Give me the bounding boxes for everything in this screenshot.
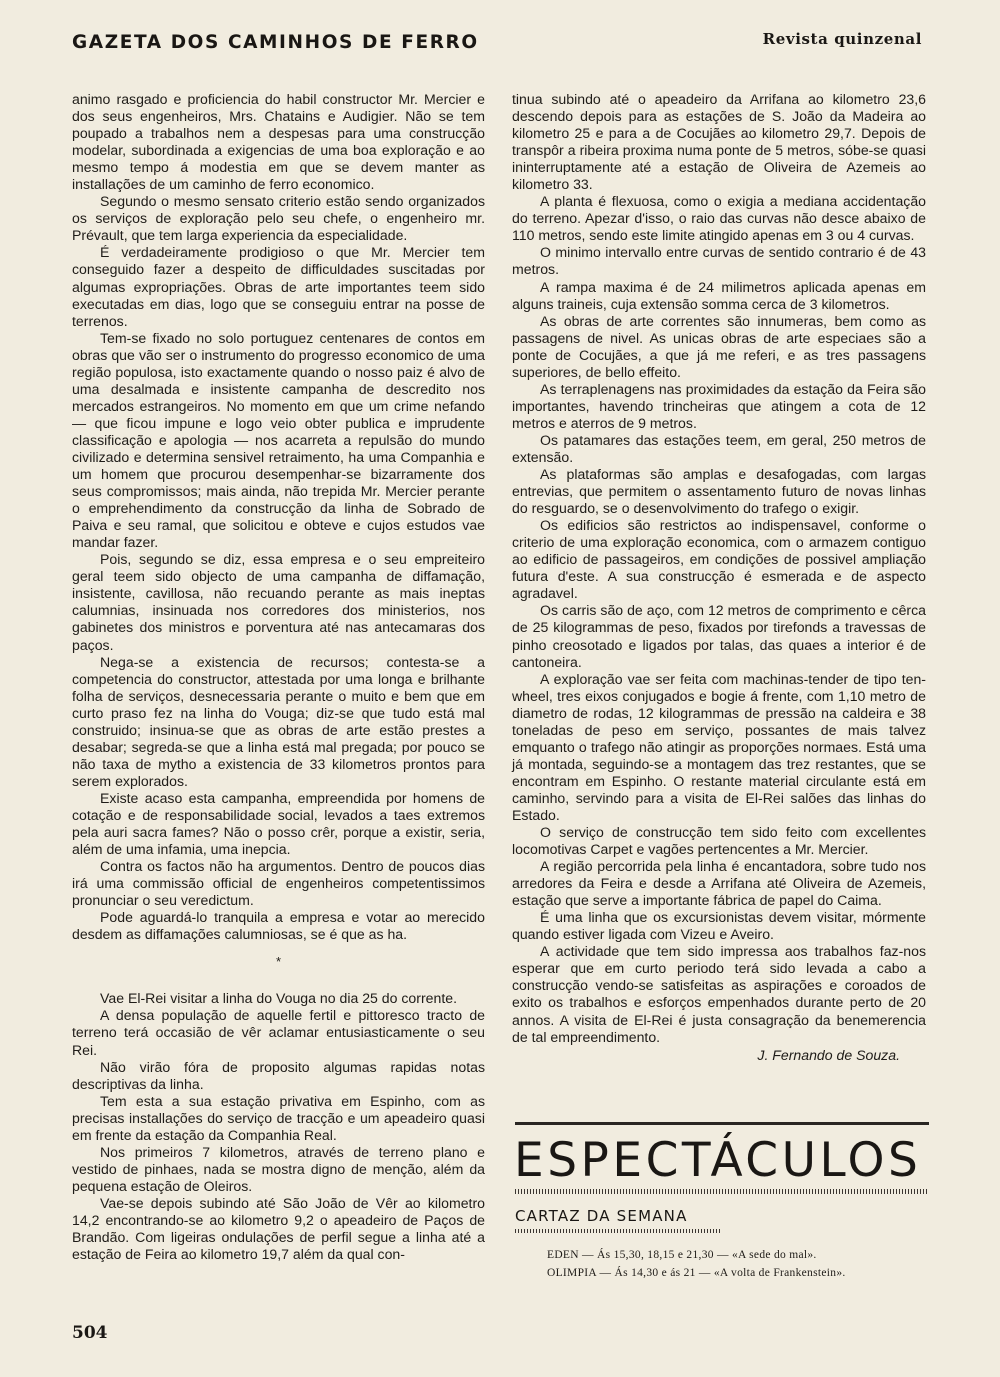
paragraph: A actividade que tem sido impressa aos trabalhos faz-nos esperar que em curto periodo terá sido levada a cabo a construcção vendo-se satisfeitas as aspirações e coroados de exito os trabalhos e esforços empenhados durante perto de 20 annos. A visita de El-Rei é justa consagração da benemerencia de tal empreendimento. xyxy=(512,943,926,1045)
section-separator: * xyxy=(275,954,282,970)
paragraph: Os edificios são restrictos ao indispensavel, conforme o criterio de uma exploração economica, com o armazem contiguo ao edificio de passageiros, em condições de possivel ampliação futura d'este. A sua construcção é esmerada e de aspecto agradavel. xyxy=(512,517,926,602)
paragraph: Tem-se fixado no solo portuguez centenares de contos em obras que vão ser o instrumento do progresso economico de uma região populosa, isto exactamente quando o nosso paiz é alvo de uma desalmada e insistente campanha de descredito nos mercados estrangeiros. No momento em que um crime nefando — que ficou impune e logo veio obter publica e imprudente classificação e apologia — nos acarreta a repulsão do mundo civilizado e determina sensivel retraimento, ha uma Companhia e um homem que procurou desempenhar-se bizarramente dos seus compromissos; mais ainda, não trepida Mr. Mercier perante o emprehendimento da construcção da linha de Sobrado de Paiva e seu ramal, que solicitou e obteve e cujos estudos vae mandar fazer. xyxy=(72,329,485,551)
paragraph: Nos primeiros 7 kilometros, através de terreno plano e vestido de pinhaes, nada se mostra digno de menção, além da pequena estação de Oleiros. xyxy=(72,1143,485,1194)
publication-subtitle: Revista quinzenal xyxy=(762,30,922,48)
paragraph: Tem esta a sua estação privativa em Espinho, com as precisas installações do serviço de tracção e um apeadeiro quasi em frente da estação da Companhia Real. xyxy=(72,1092,485,1143)
espectaculos-heading: ESPECTÁCULOS xyxy=(514,1133,922,1188)
page-number: 504 xyxy=(72,1323,108,1343)
paragraph: As plataformas são amplas e desafogadas, com largas entrevias, que permitem o assentamento futuro de novas linhas do resguardo, se o desenvolvimento do trafego o exigir. xyxy=(512,466,926,517)
publication-title: GAZETA DOS CAMINHOS DE FERRO xyxy=(72,32,479,53)
paragraph: tinua subindo até o apeadeiro da Arrifana ao kilometro 23,6 descendo depois para as estações de S. João da Madeira ao kilometro 25 e para a de Cocujães ao kilometro 29,7. Depois de transpôr a ribeira proxima numa ponte de 5 metros, sóbe-se quasi ininterruptamente até a estação de Oliveira de Azemeis ao kilometro 33. xyxy=(512,91,926,193)
paragraph: O minimo intervallo entre curvas de sentido contrario é de 43 metros. xyxy=(512,244,926,278)
heading-hatch-rule xyxy=(515,1189,929,1194)
show-listing: OLIMPIA — Ás 14,30 e ás 21 — «A volta de Frankenstein». xyxy=(547,1267,846,1279)
paragraph: Pois, segundo se diz, essa empresa e o seu empreiteiro geral teem sido objecto de uma campanha de diffamação, insistente, cavillosa, não recuando perante as mais ineptas calumnias, insinuada nos corredores dos ministerios, nos gabinetes dos ministros e porventura até nas antecamaras dos paços. xyxy=(72,551,485,653)
paragraph: Segundo o mesmo sensato criterio estão sendo organizados os serviços de exploração pelo seu chefe, o engenheiro mr. Prévault, que tem larga experiencia da especialidade. xyxy=(72,193,485,244)
author-signature: J. Fernando de Souza. xyxy=(757,1046,900,1063)
paragraph: A exploração vae ser feita com machinas-tender de tipo ten-wheel, tres eixos conjugados e bogie á frente, com 1,10 metro de diametro de rodas, 12 kilogrammas de pressão na caldeira e 38 toneladas de peso em serviço, possantes de mais talvez emquanto o trafego não atingir as proporções normaes. Está uma já montada, seguindo-se a montagem das trez restantes, que se encontram em Espinho. O restante material circulante está em caminho, servindo para a visita de El-Rei salões das linhas do Estado. xyxy=(512,670,926,823)
paragraph: Pode aguardá-lo tranquila a empresa e votar ao merecido desdem as diffamações calumniosas, se é que as ha. xyxy=(72,909,485,943)
paragraph: animo rasgado e proficiencia do habil constructor Mr. Mercier e dos seus engenheiros, Mrs. Chatains e Audigier. Não se tem poupado a trabalhos nem a despesas para uma construcção modelar, subordinada a exigencias de uma boa exploração e ao mesmo tempo á modestia em que se devem manter as installações de um caminho de ferro economico. xyxy=(72,91,485,193)
paragraph: É uma linha que os excursionistas devem visitar, mórmente quando estiver ligada com Vizeu e Aveiro. xyxy=(512,909,926,943)
subheading-hatch-rule xyxy=(515,1229,721,1233)
paragraph: Existe acaso esta campanha, empreendida por homens de cotação e de responsabilidade social, levados a taes extremos pela auri sacra fames? Não o posso crêr, porque a existir, seria, além de uma infamia, uma inepcia. xyxy=(72,789,485,858)
paragraph: Vae-se depois subindo até São João de Vêr ao kilometro 14,2 encontrando-se ao kilometro 9,2 o apeadeiro de Paços de Brandão. Com ligeiras ondulações de perfil segue a linha até a estação de Feira ao kilometro 19,7 além da qual con- xyxy=(72,1194,485,1263)
paragraph: A planta é flexuosa, como o exigia a mediana accidentação do terreno. Apezar d'isso, o raio das curvas não desce abaixo de 110 metros, sendo este limite atingido apenas em 3 ou 4 curvas. xyxy=(512,193,926,244)
show-listing: EDEN — Ás 15,30, 18,15 e 21,30 — «A sede do mal». xyxy=(547,1249,817,1261)
paragraph: A densa população de aquelle fertil e pittoresco tracto de terreno terá occasião de vêr aclamar entusiasticamente o seu Rei. xyxy=(72,1007,485,1058)
paragraph: Não virão fóra de proposito algumas rapidas notas descriptivas da linha. xyxy=(72,1058,485,1092)
paragraph: O serviço de construcção tem sido feito com excellentes locomotivas Carpet e vagões pertencentes a Mr. Mercier. xyxy=(512,824,926,858)
section-divider xyxy=(515,1122,929,1125)
paragraph: A rampa maxima é de 24 milimetros aplicada apenas em alguns traineis, cuja extensão somma cerca de 3 kilometros. xyxy=(512,278,926,312)
right-column xyxy=(512,91,926,1064)
paragraph: Os carris são de aço, com 12 metros de comprimento e cêrca de 25 kilogrammas de peso, fixados por tirefonds a travessas de pinho creosotado e ligados por talas, das quaes a interior é de cantoneira. xyxy=(512,602,926,670)
paragraph: É verdadeiramente prodigioso o que Mr. Mercier tem conseguido fazer a despeito de difficuldades suscitadas por algumas expropriações. Obras de arte importantes teem sido executadas em dias, logo que se conseguiu entrar na posse de terrenos. xyxy=(72,244,485,329)
paragraph: Contra os factos não ha argumentos. Dentro de poucos dias irá uma commissão official de engenheiros competentissimos pronunciar o seu veredictum. xyxy=(72,858,485,909)
paragraph: Vae El-Rei visitar a linha do Vouga no dia 25 do corrente. xyxy=(100,990,458,1007)
left-column xyxy=(72,91,485,1263)
paragraph: A região percorrida pela linha é encantadora, sobre tudo nos arredores da Feira e desde a Arrifana até Oliveira de Azemeis, estação que serve a importante fábrica de papel do Caima. xyxy=(512,858,926,909)
paragraph: As terraplenagens nas proximidades da estação da Feira são importantes, havendo trincheiras que atingem a cota de 12 metros e aterros de 9 metros. xyxy=(512,380,926,431)
paragraph: Nega-se a existencia de recursos; contesta-se a competencia do constructor, attestada por uma longa e brilhante folha de serviços, desnecessaria perante o muito e bem que em curto praso fez na linha do Vouga; diz-se que tudo está mal construido; insinua-se que as obras de arte estão prestes a desabar; segreda-se que a linha está mal pregada; por pouco se não taxa de mytho a existencia de 33 kilometros prontos para serem explorados. xyxy=(72,653,485,789)
paragraph: Os patamares das estações teem, em geral, 250 metros de extensão. xyxy=(512,431,926,465)
cartaz-subheading: CARTAZ DA SEMANA xyxy=(515,1207,688,1225)
paragraph: As obras de arte correntes são innumeras, bem como as passagens de nivel. As unicas obras de arte especiaes são a ponte de Cocujães, a que já me referi, e as tres passagens superiores, de bello effeito. xyxy=(512,312,926,380)
